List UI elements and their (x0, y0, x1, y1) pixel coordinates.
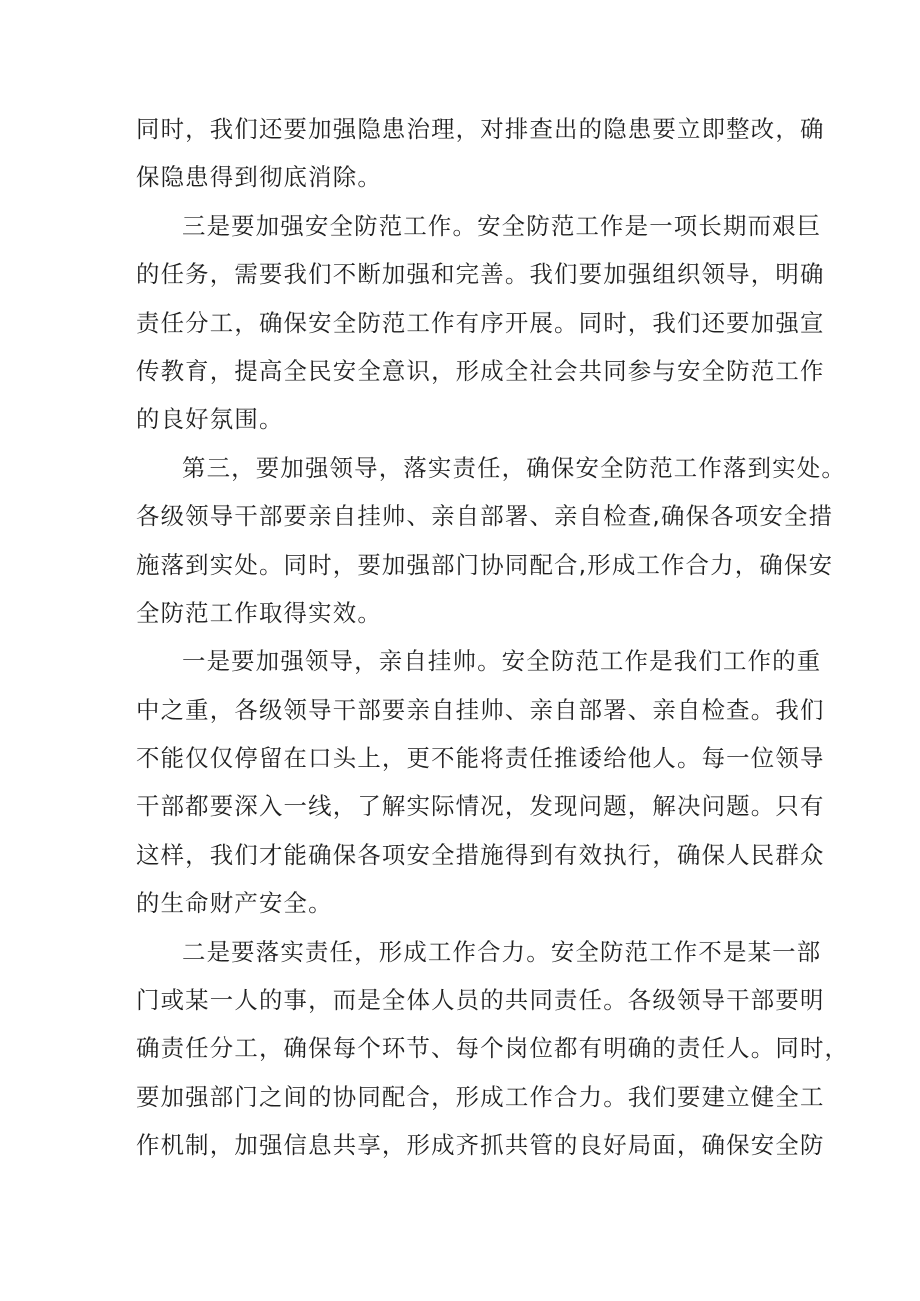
text-line: 三是要加强安全防范工作。安全防范工作是一项长期而艰巨 (182, 211, 822, 240)
text-line: 这样，我们才能确保各项安全措施得到有效执行，确保人民群众 (136, 840, 825, 869)
text-line: 作机制，加强信息共享，形成齐抓共管的良好局面，确保安全防 (136, 1131, 825, 1160)
paragraph-2 (136, 202, 825, 444)
text-line: 责任分工，确保安全防范工作有序开展。同时，我们还要加强宣 (136, 308, 825, 337)
text-line: 一是要加强领导，亲自挂帅。安全防范工作是我们工作的重 (182, 647, 822, 676)
paragraph-3 (136, 444, 846, 638)
text-line: 不能仅仅停留在口头上，更不能将责任推诿给他人。每一位领导 (136, 744, 825, 773)
text-line: 保隐患得到彻底消除。 (136, 163, 382, 192)
text-line: 传教育，提高全民安全意识，形成全社会共同参与安全防范工作 (136, 356, 825, 385)
text-line: 二是要落实责任，形成工作合力。安全防范工作不是某一部 (182, 937, 822, 966)
text-line: 中之重，各级领导干部要亲自挂帅、亲自部署、亲自检查。我们 (136, 695, 825, 724)
paragraph-4 (136, 637, 825, 927)
text-line: 门或某一人的事，而是全体人员的共同责任。各级领导干部要明 (136, 986, 825, 1015)
text-line: 的良好氛围。 (136, 405, 284, 434)
text-line: 施落到实处。同时，要加强部门协同配合,形成工作合力，确保安 (136, 550, 834, 579)
text-line: 同时，我们还要加强隐患治理，对排查出的隐患要立即整改，确 (136, 115, 825, 143)
text-line: 的任务，需要我们不断加强和完善。我们要加强组织领导，明确 (136, 260, 825, 289)
text-line: 全防范工作取得实效。 (136, 598, 382, 627)
paragraph-1 (136, 105, 825, 202)
text-line: 第三，要加强领导，落实责任，确保安全防范工作落到实处。 (182, 453, 846, 482)
text-line: 的生命财产安全。 (136, 889, 333, 918)
text-line: 确责任分工，确保每个环节、每个岗位都有明确的责任人。同时， (136, 1034, 850, 1063)
document-body (136, 105, 850, 1170)
text-line: 要加强部门之间的协同配合，形成工作合力。我们要建立健全工 (136, 1082, 825, 1111)
text-line: 干部都要深入一线，了解实际情况，发现问题，解决问题。只有 (136, 792, 825, 821)
paragraph-5 (136, 928, 850, 1170)
text-line: 各级领导干部要亲自挂帅、亲自部署、亲自检查,确保各项安全措 (136, 502, 834, 531)
